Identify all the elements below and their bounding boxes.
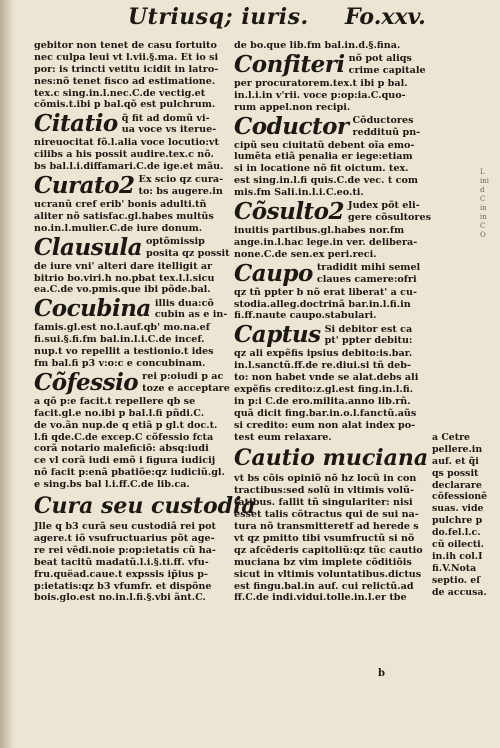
- text-line: fi.ff.naute caupo.stabulari.: [234, 310, 377, 322]
- margin-line: cõfessionẽ: [432, 491, 488, 503]
- headword: Caupo: [234, 259, 313, 287]
- text-line: corã notario maleficiõ: absq:iudi: [34, 443, 209, 455]
- text-line: test eum relaxare.: [234, 431, 332, 443]
- headword: Coductor: [234, 112, 349, 140]
- text-line: quã dicit fing.bar.in.o.l.fanctũ.aũs: [234, 407, 417, 419]
- text-line: no.in.l.mulier.C.de iure donum.: [34, 222, 203, 234]
- text-line: cõmis.t.ibi p bal.qõ est pulchrum.: [34, 99, 216, 111]
- margin-line: suas. vide: [432, 503, 484, 515]
- margin-line: pulchre p: [432, 515, 483, 527]
- text-line: qz tñ ppter b nõ erat liberat' a cu-: [234, 286, 417, 298]
- text-line: expẽfis credito:z.gl.est fing.in.l.fi.: [234, 384, 414, 396]
- text-line: cipũ seu ciuitatũ debent oĩa emo-: [234, 139, 415, 151]
- margin-line: qs possit: [432, 467, 479, 479]
- text-line: de iure vni' alteri dare itelligit ar: [34, 260, 213, 272]
- entry-heading-captus: [234, 323, 426, 347]
- entry-heading-caupo: [234, 259, 426, 287]
- headword-side-text: optõmissip posita qz possit: [145, 235, 230, 259]
- right-column: [234, 40, 431, 604]
- text-line: lumẽta etiã penalia er iege:etiam: [234, 151, 413, 163]
- text-line: in.l.i.in v'rii. voce p:op:ia.C.quo-: [234, 89, 406, 101]
- headword-side-text: illis dua:cõ cubin as e in-: [154, 297, 228, 321]
- headword-side-text: Ex scio qz cura- to: bs augere.in: [138, 174, 224, 198]
- text-line: bitrio bo.viri.h no.pbat tex.l.l.sicu: [34, 272, 215, 284]
- text-line: tura nõ transmitteretf ad herede s: [234, 521, 419, 533]
- text-line: bs bal.l.i.diffamari.C.de ige.et mãu.: [34, 161, 224, 173]
- text-line: de bo.que lib.fm bal.in.d.§.fina.: [234, 40, 401, 51]
- margin-line: de accusa.: [432, 586, 487, 598]
- text-line: vt qz pmitto tibi vsumfructũ si nõ: [234, 532, 415, 544]
- text-line: nõ facit p:enã pbatiõe:qz iudiciũ.gl.: [34, 467, 225, 479]
- entry-heading-consultor: [234, 198, 431, 226]
- text-line: nup.t vo repellit a testionio.t ides: [34, 346, 214, 358]
- margin-line: declarare: [432, 479, 482, 491]
- headword-side-text: Judex põt eli- gere cõsultores: [348, 200, 431, 224]
- text-line: si credito: eum non alat index po-: [234, 419, 416, 431]
- entry-heading-clausula: [34, 233, 230, 261]
- headword-side-text: rei p:oiudi p ac toze e acceptare: [142, 371, 230, 395]
- text-line: por: is trincti vetitu icidit in latro-: [34, 63, 219, 75]
- headword: Clausula: [34, 233, 142, 261]
- headword: Cocubina: [34, 295, 151, 323]
- text-line: beat tacitũ madatũ.l.i.§.ti.ff. vfu-: [34, 556, 209, 568]
- headword: Citatio: [34, 110, 118, 138]
- text-line: ucranũ cref erib' bonis adulti.tñ: [34, 199, 207, 211]
- text-line: nec culpa leui vt l.vii.§.ma. Et io si: [34, 51, 219, 63]
- entry-heading-concubina: [34, 295, 228, 323]
- text-line: rum appel.non recipi.: [234, 101, 351, 113]
- entry-heading-confiteri: [234, 50, 426, 78]
- headword-side-text: Si debitor est ca pt' ppter debitu:: [324, 323, 413, 347]
- section-heading-cautio: Cautio muciana: [234, 445, 429, 472]
- entry-heading-curator: [34, 174, 224, 198]
- text-line: gebitor non tenet de casu fortuito: [34, 40, 217, 51]
- text-line: famis.gl.est no.l.auf.qb' mo.na.ef: [34, 322, 210, 334]
- text-line: muciana bz vim implete cõditiõis: [234, 556, 412, 568]
- text-line: est sing.in.l.fi quis.C.de vec. t com: [234, 175, 418, 187]
- section-heading-cura: Cura seu custodia: [34, 493, 256, 520]
- text-line: a qõ p:e facit.t repellere qb se: [34, 395, 196, 407]
- headword: Curato2: [34, 172, 135, 200]
- text-line: none.C.de sen.ex peri.reci.: [234, 248, 377, 260]
- entry-heading-conductor: [234, 112, 426, 140]
- text-line: agere.t iõ vsufructuarius põt age-: [34, 532, 215, 544]
- margin-line: cũ oilecti.: [432, 539, 484, 551]
- margin-line: fi.V.Nota: [432, 562, 477, 574]
- text-line: de vo.ãn nup.de q etiã p gl.t doc.t.: [34, 419, 218, 431]
- running-head: Utriusq; iuris.: [128, 4, 309, 30]
- text-line: ff.C.de indi.vidui.tolle.in.l.er tbe: [234, 592, 407, 604]
- signature-mark: b: [378, 668, 385, 679]
- text-line: to: non habet vnde se alat.debs ali: [234, 372, 419, 384]
- text-line: l.fi qde.C.de excep.C cõfessio fcta: [34, 431, 214, 443]
- margin-line: pellere.in: [432, 443, 483, 455]
- entry-heading-citatio: [34, 112, 224, 136]
- edge-show-through: L ini d C in in C O: [480, 168, 489, 239]
- text-line: facit.gl.e no.ibi p bal.l.fi pñdi.C.: [34, 407, 205, 419]
- text-line: nes:nõ tenet fisco ad estimatione.: [34, 75, 216, 87]
- left-column: [34, 40, 256, 604]
- page-gutter: [0, 0, 14, 748]
- text-line: in p:i C.de ero.milita.anno lib.rñ.: [234, 395, 411, 407]
- headword-side-text: nõ pot aliqs crime capitale: [348, 53, 426, 76]
- text-line: qz afcẽderis capitoliũ:qz tũc cautio: [234, 544, 423, 556]
- text-line: re rei vẽdi.noie p:op:ietatis cũ ha-: [34, 544, 216, 556]
- text-line: in.l.sanctũ.ff.de re.diui.si tñ deb-: [234, 360, 411, 372]
- margin-line: a Cetre: [432, 432, 470, 443]
- headword-side-text: Cõductores reddituũ pn-: [352, 114, 421, 138]
- headword: Confiteri: [234, 50, 345, 78]
- text-line: bois.glo.est no.in.l.fi.§.vbi ãnt.C.: [34, 592, 206, 604]
- margin-line: auf. et q̃i: [432, 455, 479, 467]
- margin-line: in.ih col.I: [432, 550, 483, 562]
- text-line: p:ietatis:qz b3 vfumfr. et dispõne: [34, 580, 212, 592]
- margin-line: do.fel.l.c.: [432, 527, 481, 539]
- text-line: e sing.bs bal l.i.ff.C.de lib.ca.: [34, 479, 190, 491]
- text-line: stodia.alleg.doctrinã bar.in.l.fi.in: [234, 298, 411, 310]
- headword: Captus: [234, 321, 321, 349]
- text-line: qz ali expẽfis ipsius debito:is.bar.: [234, 348, 413, 360]
- text-line: Jlle q b3 curã seu custodiã rei pot: [34, 521, 216, 533]
- headword: Cõsulto2: [234, 198, 345, 226]
- text-line: fm bal.fi p3 v:o:c e concubinam.: [34, 358, 206, 370]
- text-line: est fingu.bal.in auf. cui relictũ.ad: [234, 580, 414, 592]
- text-line: aliter nõ satisfac.gl.habes multũs: [34, 210, 214, 222]
- text-line: per procuratorem.tex.t ibi p bal.: [234, 77, 408, 89]
- text-line: tex.c sing.in.l.nec.C.de vectig.et: [34, 87, 206, 99]
- margin-line: septio. eſ: [432, 574, 481, 586]
- headword-side-text: tradidit mihi semel claues camere:ofri: [316, 261, 421, 285]
- headword-side-text: q̃ fit ad domũ vi- ua voce vs iterue-: [121, 112, 217, 136]
- text-line: fi.sui.§.fi.fm bal.in.l.i.C.de incef.: [34, 334, 205, 346]
- text-line: si in locatione nõ fit oictum. tex.: [234, 163, 409, 175]
- text-line: ce vl corã iudi emõ i figura iudicij: [34, 455, 216, 467]
- text-line: ange.in.l.hac lege.in ver. delibera-: [234, 236, 418, 248]
- text-line: tatibus. fallit tñ singulariter: nisi: [234, 497, 413, 509]
- text-line: ea.C.de vo.pmis.que ibi põde.bal.: [34, 284, 211, 296]
- entry-heading-confessio: [34, 368, 230, 396]
- text-line: nireuocitat fõ.l.alia voce locutio:vt: [34, 137, 219, 149]
- text-line: esset talis cõtractus qui de sui na-: [234, 509, 419, 521]
- text-line: tractibus:sed solũ in vltimis volũ-: [234, 485, 414, 497]
- text-line: mis.fm Sali.in.l.i.C.eo.ti.: [234, 187, 364, 199]
- folio-number: Fo.xxv.: [345, 4, 426, 30]
- text-line: inuitis partibus.gl.habes nor.fm: [234, 225, 405, 237]
- text-line: vt bs cõis opiniõ nõ hz locũ in con: [234, 473, 417, 485]
- text-line: sicut in vltimis voluntatibus.dictus: [234, 568, 422, 580]
- text-line: cilibs a his possit audire.tex.c nõ.: [34, 149, 214, 161]
- headword: Cõfessio: [34, 368, 139, 396]
- marginal-note: [432, 432, 496, 598]
- text-line: fru.quëad.caue.t expssis ip̃ius p-: [34, 568, 208, 580]
